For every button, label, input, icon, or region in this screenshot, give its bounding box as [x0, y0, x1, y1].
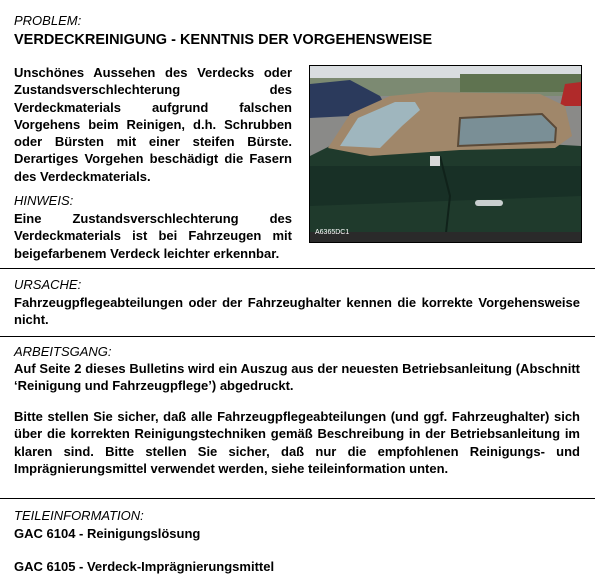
- divider-1: [0, 268, 595, 269]
- ursache-text: Fahrzeugpflegeabteilungen oder der Fahrzeughalter kennen die korrekte Vorgehensweise nicht.: [14, 295, 580, 328]
- divider-3: [0, 498, 595, 499]
- arbeitsgang-text-2: Bitte stellen Sie sicher, daß alle Fahrzeugpflegeabteilungen (und ggf. Fahrzeughalter) sich über die korrekten Reinigungstechniken gemäß Beschreibung in der Betriebsanleitung im klaren sind. Bitte stellen Sie sicher, daß nur die empfohlenen Reinigungs- und Imprägnierungsmittel verwendet werden, siehe teileinformation unten.: [14, 409, 580, 476]
- problem-label: PROBLEM:: [14, 13, 82, 28]
- teile-label: TEILEINFORMATION:: [14, 508, 144, 523]
- ursache-label: URSACHE:: [14, 277, 82, 292]
- hinweis-text: Eine Zustandsverschlechterung des Verdeckmaterials ist bei Fahrzeugen mit beigefarbenem Verdeck leichter erkennbar.: [14, 211, 292, 261]
- problem-text: Unschönes Aussehen des Verdecks oder Zustandsverschlechterung des Verdeckmaterials aufgrund falschen Vorgehens beim Reinigen, d.h. Schrubben oder Bürsten mit einer steifen Bürste. Derartiges Vorgehen beschädigt die Fasern des Verdeckmaterials.: [14, 65, 292, 184]
- divider-2: [0, 336, 595, 337]
- arbeitsgang-text-1: Auf Seite 2 dieses Bulletins wird ein Auszug aus der neuesten Betriebsanleitung (Abschnitt ‘Reinigung und Fahrzeugpflege’) abgedruckt.: [14, 361, 580, 394]
- photo-caption: A6365DC1: [315, 229, 350, 236]
- arbeitsgang-label: ARBEITSGANG:: [14, 344, 112, 359]
- part-item: GAC 6105 - Verdeck-Imprägnierungsmittel: [14, 559, 275, 574]
- part-item: GAC 6104 - Reinigungslösung: [14, 526, 201, 541]
- car-soft-top-photo: [309, 65, 582, 243]
- problem-title: VERDECKREINIGUNG - KENNTNIS DER VORGEHENSWEISE: [14, 32, 433, 48]
- hinweis-label: HINWEIS:: [14, 193, 74, 208]
